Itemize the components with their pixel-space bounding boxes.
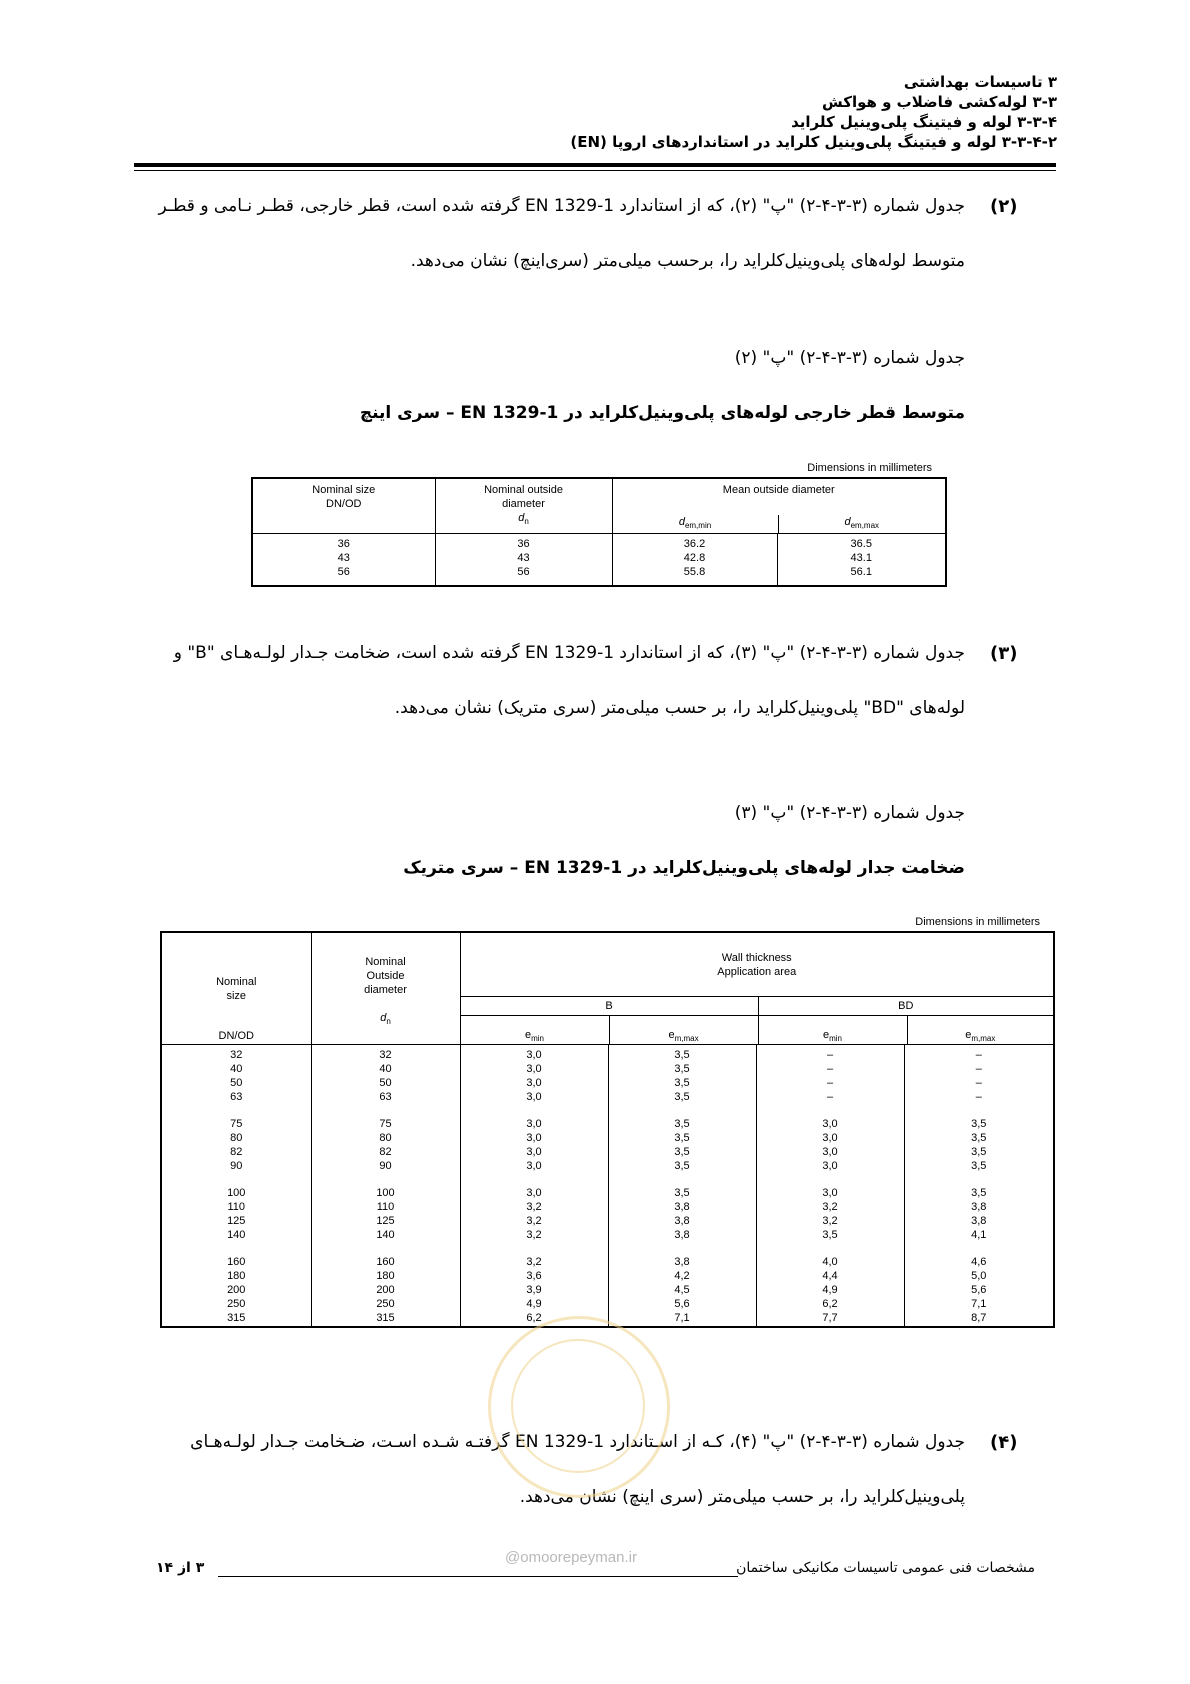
symbol-sub: n [524, 517, 529, 527]
symbol-sub: m,max [971, 1034, 996, 1044]
header-text: Nominal [365, 956, 406, 968]
table-cell: 3,5 [971, 1145, 987, 1158]
table-cell: 43.1 [850, 551, 872, 564]
table-cell: 3,5 [674, 1062, 690, 1075]
row-group [609, 1117, 756, 1173]
row-group [757, 1048, 904, 1104]
table-cell: 90 [379, 1159, 392, 1172]
table-cell: 3,2 [526, 1200, 542, 1213]
table-cell: 3,8 [971, 1200, 987, 1213]
row-group [312, 1186, 460, 1242]
col-b-emin [460, 1044, 608, 1326]
section-2-text-line2: متوسط لوله‌های پلی‌وینیل‌کلراید را، برحسب میلی‌متر (سری‌اینچ) نشان می‌دهد. [410, 251, 965, 271]
table-cell: 43 [337, 551, 350, 564]
table-cell: 40 [230, 1062, 243, 1075]
symbol-sub: min [531, 1034, 544, 1044]
col-b-emax [608, 1044, 756, 1326]
header-text: Wall thickness [721, 952, 792, 964]
header-nominal-size [253, 479, 435, 533]
table-cell: 4,4 [822, 1269, 838, 1282]
row-group [757, 1186, 904, 1242]
symbol: d [380, 1012, 387, 1024]
table-cell: 100 [376, 1186, 395, 1199]
table-cell: 250 [227, 1297, 246, 1310]
table-cell: 82 [379, 1145, 392, 1158]
row-group [905, 1048, 1054, 1104]
header-text: size [226, 990, 247, 1002]
symbol: d [678, 515, 685, 528]
col-dmin [612, 533, 777, 585]
section-2-text-line1: جدول شماره (۳-۳-۴-۲) "پ" (۲)، که از استاندارد EN 1329-1 گرفته شده است، قطر خارجی، قطـر نـامی و قطـر [158, 196, 965, 216]
table-cell: 3,8 [674, 1255, 690, 1268]
table-cell: 3,0 [822, 1186, 838, 1199]
footer-doc-title: مشخصات فنی عمومی تاسیسات مکانیکی ساختمان [736, 1560, 1035, 1576]
header-wall-thickness [460, 933, 1053, 1044]
table-2-caption: جدول شماره (۳-۳-۴-۲) "پ" (۳) [734, 803, 965, 823]
table-cell: 36.2 [683, 537, 706, 550]
row-group [162, 1255, 311, 1325]
table-cell: 55.8 [683, 565, 706, 578]
table-cell: 3,9 [526, 1283, 542, 1296]
header-text: DN/OD [326, 498, 362, 510]
table-cell: 6,2 [822, 1297, 838, 1310]
symbol: e [965, 1029, 972, 1041]
table-cell: 7,1 [971, 1297, 987, 1310]
footer-divider [218, 1576, 738, 1577]
table-cell: 3,5 [674, 1159, 690, 1172]
table-cell: 250 [376, 1297, 395, 1310]
table-cell: 4,5 [674, 1283, 690, 1296]
table-cell: 56 [337, 565, 350, 578]
table-cell: 42.8 [683, 551, 706, 564]
header-text: diameter [364, 984, 407, 996]
table-cell: 3,0 [526, 1159, 542, 1172]
row-group [312, 1048, 460, 1104]
table-cell: 3,8 [971, 1214, 987, 1227]
header-dn [436, 511, 612, 529]
table-cell: 180 [376, 1269, 395, 1282]
row-group [162, 1117, 311, 1173]
symbol: e [524, 1029, 532, 1041]
table-cell: 3,0 [822, 1145, 838, 1158]
table-cell: 4,0 [822, 1255, 838, 1268]
header-text: Outside [366, 970, 405, 982]
watermark-inner-ring [511, 1339, 645, 1473]
header-nominal-size [162, 933, 311, 1044]
table-cell: 32 [379, 1048, 392, 1061]
symbol: d [518, 512, 525, 524]
table-cell: 50 [230, 1076, 243, 1089]
table-cell: 32 [230, 1048, 243, 1061]
table-cell: 8,7 [971, 1311, 987, 1324]
row-group [905, 1255, 1054, 1325]
header-bd: BD [898, 1000, 914, 1012]
table-cell: 82 [230, 1145, 243, 1158]
header-nominal-od [435, 479, 612, 533]
table-cell: 3,0 [526, 1062, 542, 1075]
table-cell: 3,5 [971, 1159, 987, 1172]
table-cell: 3,0 [822, 1131, 838, 1144]
symbol: d [844, 515, 851, 528]
table-cell: – [975, 1076, 982, 1089]
table-2 [160, 931, 1055, 1328]
row-group [905, 1117, 1054, 1173]
table-cell: 3,0 [526, 1048, 542, 1061]
table-cell: 3,5 [822, 1228, 838, 1241]
row-group [162, 1048, 311, 1104]
row-group [461, 1117, 608, 1173]
table-cell: 3,2 [822, 1200, 838, 1213]
header-chapter: ۳ تاسیسات بهداشتی [903, 73, 1057, 91]
row-group [905, 1186, 1054, 1242]
header-b-emax [610, 1016, 758, 1045]
section-2-number: (۲) [990, 196, 1018, 217]
table-cell: 3,2 [526, 1214, 542, 1227]
table-cell: 7,7 [822, 1311, 838, 1324]
table-cell: – [975, 1062, 982, 1075]
table-cell: 3,0 [526, 1090, 542, 1103]
header-dnod: DN/OD [218, 1029, 254, 1042]
table-cell: 3,8 [674, 1228, 690, 1241]
table-cell: 125 [376, 1214, 395, 1227]
row-group [609, 1255, 756, 1325]
table-1-units: Dimensions in millimeters [807, 462, 932, 474]
table-cell: 36 [517, 537, 530, 550]
row-group [609, 1186, 756, 1242]
row-group [461, 1048, 608, 1104]
table-cell: 315 [227, 1311, 246, 1324]
header-group-bd [759, 997, 1054, 1045]
row-group [162, 1186, 311, 1242]
table-cell: – [826, 1090, 834, 1103]
table-cell: 5,0 [971, 1269, 987, 1282]
table-cell: 3,6 [526, 1269, 542, 1282]
header-topic: ۳-۳-۴-۲ لوله و فیتینگ پلی‌وینیل کلراید در استانداردهای اروپا (EN) [570, 133, 1057, 151]
table-1 [251, 477, 947, 587]
col-dn [311, 1044, 460, 1326]
table-cell: 140 [227, 1228, 246, 1241]
col-nominal-size [253, 533, 435, 585]
table-cell: 4,9 [822, 1283, 838, 1296]
header-divider-thin [134, 170, 1056, 171]
table-cell: 110 [227, 1200, 246, 1213]
table-cell: 3,5 [674, 1145, 690, 1158]
table-cell: 160 [376, 1255, 395, 1268]
table-cell: 4,2 [674, 1269, 690, 1282]
table-cell: 40 [379, 1062, 392, 1075]
section-4-number: (۴) [990, 1432, 1018, 1453]
table-cell: 3,5 [674, 1076, 690, 1089]
symbol-sub: em,min [684, 520, 712, 530]
table-cell: – [975, 1048, 982, 1061]
table-2-title: ضخامت جدار لوله‌های پلی‌وینیل‌کلراید در EN 1329-1 – سری متریک [403, 858, 965, 878]
table-cell: 3,5 [674, 1131, 690, 1144]
table-cell: 36 [337, 537, 350, 550]
table-cell: 3,8 [674, 1214, 690, 1227]
table-cell: 3,8 [674, 1200, 690, 1213]
table-cell: 200 [376, 1283, 395, 1296]
header-text: Nominal outside [484, 484, 563, 496]
col-dmax [777, 533, 945, 585]
section-3-number: (۳) [990, 643, 1018, 664]
table-cell: 5,6 [971, 1283, 987, 1296]
table-2-units: Dimensions in millimeters [915, 916, 1040, 928]
page-header [570, 72, 1057, 152]
table-cell: 3,5 [674, 1048, 690, 1061]
table-1-title: متوسط قطر خارجی لوله‌های پلی‌وینیل‌کلراید در EN 1329-1 – سری اینچ [359, 403, 965, 423]
table-cell: 3,2 [526, 1228, 542, 1241]
table-cell: 3,5 [674, 1186, 690, 1199]
header-nominal-od [311, 933, 460, 1044]
table-1-caption: جدول شماره (۳-۳-۴-۲) "پ" (۲) [734, 348, 965, 368]
header-mean-od [612, 479, 945, 533]
table-cell: 90 [230, 1159, 243, 1172]
table-cell: – [826, 1048, 834, 1061]
section-3-text-line1: جدول شماره (۳-۳-۴-۲) "پ" (۳)، که از استاندارد EN 1329-1 گرفته شده است، ضخامت جـدار لولـه‌هـای "B" و [173, 643, 965, 663]
table-cell: 6,2 [526, 1311, 542, 1324]
table-cell: 80 [230, 1131, 243, 1144]
table-cell: 50 [379, 1076, 392, 1089]
table-cell: 3,2 [822, 1214, 838, 1227]
col-dnod [162, 1044, 311, 1326]
table-cell: 7,1 [674, 1311, 690, 1324]
table-cell: 180 [227, 1269, 246, 1282]
footer-page-number: ۳ از ۱۴ [156, 1560, 205, 1576]
header-bd-emax [908, 1016, 1054, 1045]
table-cell: 56 [517, 565, 530, 578]
row-group [461, 1186, 608, 1242]
table-cell: 3,0 [822, 1159, 838, 1172]
header-dmin [613, 515, 779, 533]
table-cell: 160 [227, 1255, 246, 1268]
section-3-text-line2: لوله‌های "BD" پلی‌وینیل‌کلراید را، بر حسب میلی‌متر (سری متریک) نشان می‌دهد. [394, 698, 965, 718]
row-group [757, 1117, 904, 1173]
watermark-seal [488, 1316, 670, 1498]
header-text: Nominal size [312, 484, 376, 496]
table-cell: 75 [230, 1117, 243, 1130]
table-cell: 3,0 [822, 1117, 838, 1130]
table-cell: 3,5 [674, 1117, 690, 1130]
table-cell: 36.5 [850, 537, 872, 550]
col-bd-emin [756, 1044, 904, 1326]
header-group-b [461, 997, 759, 1045]
table-cell: 63 [230, 1090, 243, 1103]
table-cell: 4,9 [526, 1297, 542, 1310]
table-cell: 56.1 [850, 565, 872, 578]
symbol: e [668, 1029, 675, 1041]
table-cell: 75 [379, 1117, 392, 1130]
section-4-text-line2: پلی‌وینیل‌کلراید را، بر حسب میلی‌متر (سری اینچ) نشان می‌دهد. [519, 1487, 965, 1507]
header-divider-thick [134, 163, 1056, 167]
table-cell: 63 [379, 1090, 392, 1103]
symbol-sub: em,max [850, 520, 880, 530]
table-cell: 315 [376, 1311, 395, 1324]
table-cell: 110 [376, 1200, 395, 1213]
header-text: Application area [717, 966, 797, 978]
table-cell: 80 [379, 1131, 392, 1144]
table-cell: 3,5 [674, 1090, 690, 1103]
section-4-text-line1: جدول شماره (۳-۳-۴-۲) "پ" (۴)، کـه از اسـتاندارد EN 1329-1 گرفتـه شـده اسـت، ضـخامت جـدار لولـه‌هـای [190, 1432, 965, 1452]
table-cell: 5,6 [674, 1297, 690, 1310]
row-group [312, 1117, 460, 1173]
row-group [757, 1255, 904, 1325]
table-cell: 3,0 [526, 1076, 542, 1089]
symbol-sub: n [386, 1017, 391, 1027]
table-cell: 200 [227, 1283, 246, 1296]
header-text: Nominal [216, 976, 257, 988]
table-cell: 125 [227, 1214, 246, 1227]
table-cell: 3,0 [526, 1186, 542, 1199]
header-dmax [779, 515, 946, 533]
col-nominal-od [435, 533, 612, 585]
table-cell: 3,0 [526, 1117, 542, 1130]
table-cell: 100 [227, 1186, 246, 1199]
table-cell: 3,0 [526, 1131, 542, 1144]
table-cell: – [975, 1090, 982, 1103]
header-dn [312, 1011, 460, 1029]
row-group [312, 1255, 460, 1325]
symbol-sub: m,max [674, 1034, 699, 1044]
header-b-emin [461, 1016, 610, 1045]
symbol-sub: min [829, 1034, 842, 1044]
table-cell: – [826, 1062, 834, 1075]
table-cell: 4,6 [971, 1255, 987, 1268]
table-cell: 3,2 [526, 1255, 542, 1268]
header-text: Mean outside diameter [722, 484, 835, 496]
header-subsection: ۳-۳-۴ لوله و فیتینگ پلی‌وینیل کلراید [791, 113, 1057, 131]
table-cell: 3,0 [526, 1145, 542, 1158]
table-cell: 3,5 [971, 1186, 987, 1199]
table-cell: 3,5 [971, 1131, 987, 1144]
row-group [461, 1255, 608, 1325]
table-cell: – [826, 1076, 834, 1089]
table-cell: 3,5 [971, 1117, 987, 1130]
col-bd-emax [904, 1044, 1053, 1326]
header-bd-emin [759, 1016, 908, 1045]
header-section: ۳-۳ لوله‌کشی فاضلاب و هواکش [822, 93, 1057, 111]
table-cell: 140 [376, 1228, 395, 1241]
header-b: B [605, 1000, 613, 1012]
symbol: e [822, 1029, 830, 1041]
row-group [609, 1048, 756, 1104]
watermark-url: @omoorepeyman.ir [505, 1549, 637, 1566]
table-cell: 43 [517, 551, 530, 564]
table-cell: 4,1 [971, 1228, 987, 1241]
header-text: diameter [502, 498, 545, 510]
